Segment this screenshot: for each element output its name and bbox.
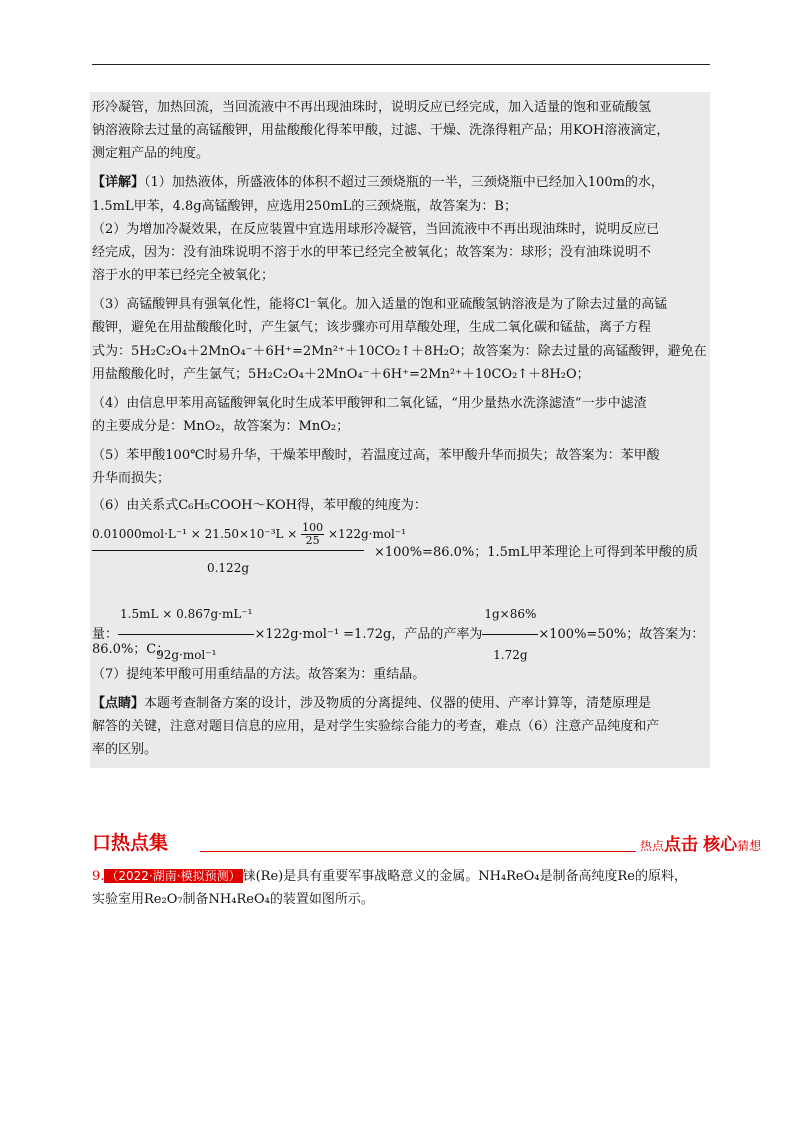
- text-span: ×100%=50%；故答案为：: [538, 627, 705, 642]
- text-line: （2）为增加冷凝效果，在反应装置中宜选用球形冷凝管，当回流液中不再出现油珠时，说明反应已: [92, 222, 660, 237]
- question-line: 实验室用Re₂O₇制备NH₄ReO₄的装置如图所示。: [92, 892, 374, 907]
- text-line: 经完成，因为：没有油珠说明不溶于水的甲苯已经完全被氧化；故答案为：球形；没有油珠说明不: [92, 245, 652, 260]
- text-line: 86.0%；C；: [92, 642, 170, 657]
- fraction-den: 92g·mol⁻¹: [156, 648, 217, 662]
- purity-numerator: [92, 521, 407, 551]
- section-slogan: [640, 830, 761, 855]
- text-span: 量：: [92, 627, 119, 642]
- text-line: [92, 696, 708, 712]
- purity-denominator: 0.122g: [206, 561, 250, 575]
- text-line: （3）高锰酸钾具有强氧化性，能将Cl⁻氧化。加入适量的饱和亚硫酸氢钠溶液是为了除去过量的高锰: [92, 297, 668, 312]
- question-text: 铼(Re)是具有重要军事战略意义的金属。NH₄ReO₄是制备高纯度Re的原料，: [242, 869, 687, 884]
- text-line: 率的区别。: [92, 742, 158, 757]
- text-line: 形冷凝管，加热回流，当回流液中不再出现油珠时，说明反应已经完成，加入适量的饱和亚硫酸氢: [92, 100, 652, 115]
- question-number: 9.: [92, 869, 105, 884]
- section-rule: [200, 851, 636, 852]
- text-line: ×100%=86.0%；1.5mL甲苯理论上可得到苯甲酸的质: [374, 545, 698, 560]
- purity-formula: [92, 521, 407, 575]
- text-line: 1.5mL甲苯，4.8g高锰酸钾，应选用250mL的三颈烧瓶，故答案为：B；: [92, 199, 517, 214]
- ratio-fraction: [301, 522, 324, 547]
- fraction-num: 1.5mL × 0.867g·mL⁻¹: [118, 596, 254, 635]
- text-line: （5）苯甲酸100℃时易升华，干燥苯甲酸时，若温度过高，苯甲酸升华而损失；故答案为：苯甲酸: [92, 448, 660, 463]
- yield-fraction: [482, 596, 538, 673]
- text-line: 升华而损失；: [92, 471, 171, 486]
- question-line: [92, 868, 687, 885]
- text-line: 钠溶液除去过量的高锰酸钾，用盐酸酸化得苯甲酸，过滤、干燥、洗涤得粗产品；用KOH溶液滴定，: [92, 123, 670, 138]
- text-line: 式为：5H₂C₂O₄＋2MnO₄⁻＋6H⁺=2Mn²⁺＋10CO₂↑＋8H₂O；故答案为：除去过量的高锰酸钾，避免在: [92, 344, 707, 359]
- question-source-badge[interactable]: （2022·湖南·模拟预测）: [106, 869, 241, 883]
- text-line: 用盐酸酸化时，产生氯气；5H₂C₂O₄＋2MnO₄⁻＋6H⁺=2Mn²⁺＋10CO₂↑＋8H₂O；: [92, 367, 590, 382]
- fraction-num: 1g×86%: [482, 596, 538, 635]
- theory-mass-fraction: [118, 596, 254, 673]
- hot-section-header: [92, 828, 762, 858]
- text-line: [92, 175, 708, 191]
- slogan-large: 点击: [664, 835, 699, 855]
- formula-part: ×122g·mol⁻¹: [328, 527, 407, 541]
- text-line: 溶于水的甲苯已经完全被氧化；: [92, 268, 275, 283]
- slogan-small: 热点: [640, 839, 665, 853]
- formula-part: 0.01000mol·L⁻¹ × 21.50×10⁻³L ×: [92, 527, 298, 541]
- text-span: 本题考查制备方案的设计，涉及物质的分离提纯、仪器的使用、产率计算等，清楚原理是: [144, 696, 652, 711]
- text-span: （1）加热液体，所盛液体的体积不超过三颈烧瓶的一半，三颈烧瓶中已经加入100m的水，: [144, 175, 664, 190]
- fraction-den: 25: [305, 534, 320, 547]
- text-line: 测定粗产品的纯度。: [92, 146, 210, 161]
- fraction-num: 100: [302, 521, 324, 534]
- text-line: 酸钾，避免在用盐酸酸化时，产生氯气；该步骤亦可用草酸处理，生成二氧化碳和锰盐，离子方程: [92, 320, 652, 335]
- text-span: ×122g·mol⁻¹ =1.72g，产品的产率为: [254, 627, 483, 642]
- slogan-small: 猜想: [737, 839, 762, 853]
- text-line: （4）由信息甲苯用高锰酸钾氧化时生成苯甲酸钾和二氧化锰，“用少量热水洗涤滤渣”一步中滤渣: [92, 396, 647, 411]
- text-line: （7）提纯苯甲酸可用重结晶的方法。故答案为：重结晶。: [92, 667, 426, 682]
- text-line: 解答的关键，注意对题目信息的应用，是对学生实验综合能力的考查，难点（6）注意产品纯度和产: [92, 719, 660, 734]
- tip-tag: 【点睛】: [92, 696, 145, 711]
- text-line: 的主要成分是：MnO₂，故答案为：MnO₂；: [92, 419, 350, 434]
- detail-tag: 【详解】: [92, 175, 145, 190]
- section-title: 口热点集: [92, 832, 169, 854]
- header-rule: [92, 64, 710, 65]
- slogan-large: 核心: [703, 835, 738, 855]
- text-line: （6）由关系式C₆H₅COOH～KOH得，苯甲酸的纯度为：: [92, 498, 427, 513]
- yield-line: [92, 596, 708, 673]
- fraction-den: 1.72g: [493, 648, 528, 662]
